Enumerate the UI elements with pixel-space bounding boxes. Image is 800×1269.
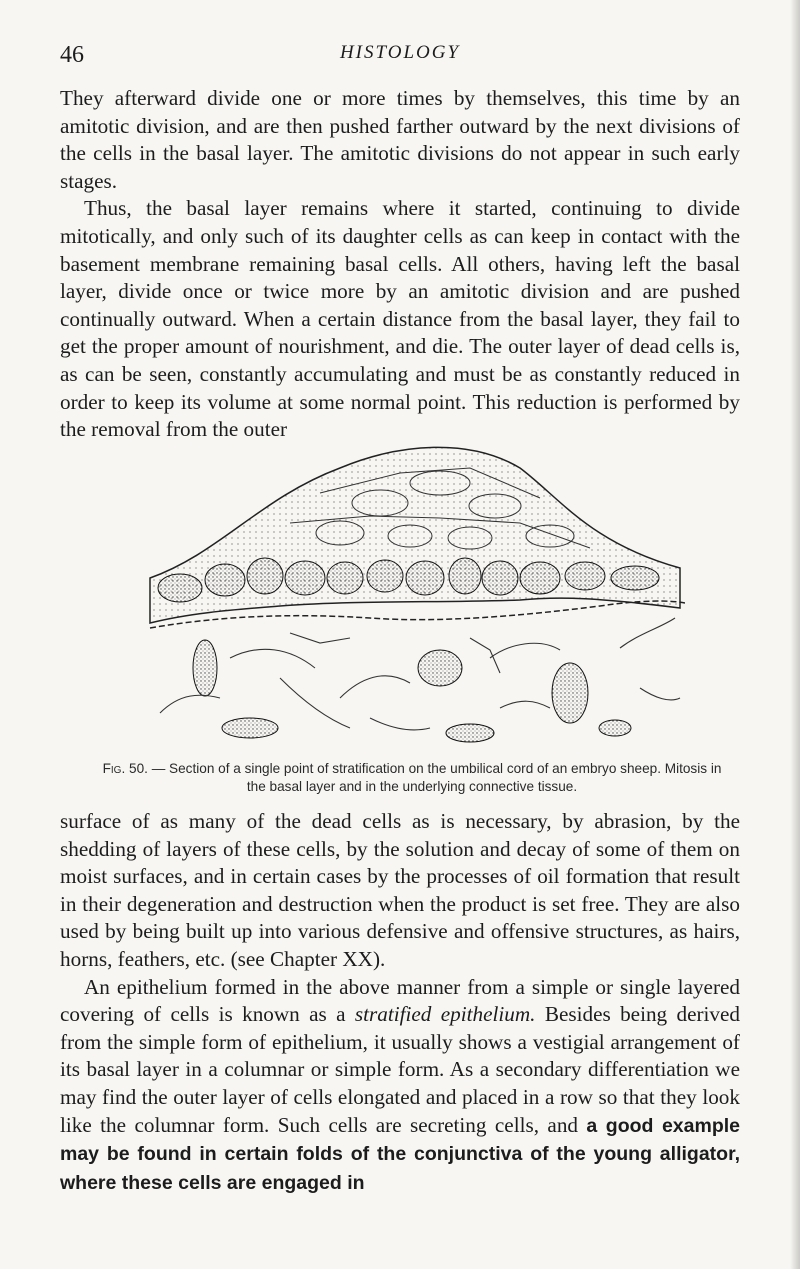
figure-caption — [92, 760, 732, 796]
paragraph-text: Besides being derived from the simple form of epithelium, it usually shows a vestigial arrangement of its basal layer in a columnar or simple form. As a secondary differentiation we may find the outer layer of cells elongated and placed in a row so that they look like the columnar form. Such cells are secreting cells, and — [60, 1002, 741, 1137]
paragraph: Thus, the basal layer remains where it started, continuing to divide mitotically, and only such of its daughter cells as can keep in contact with the basement membrane remaining basal cells. All others, having left the basal layer, divide once or twice more by an amitotic division and are pushed continually outward. When a certain distance from the basal layer, they fail to get the proper amount of nourishment, and die. The outer layer of dead cells is, as can be seen, constantly accumulating and must be as constantly reduced in order to keep its volume at some normal point. This reduction is performed by the removal from the outer — [60, 196, 740, 442]
paragraph: They afterward divide one or more times by themselves, this time by an amitotic division, and are then pushed farther outward by the next divisions of the cells in the basal layer. The amitotic divisions do not appear in such early stages. — [60, 86, 740, 193]
body-text-top — [60, 85, 740, 444]
body-text-bottom — [60, 808, 740, 1197]
page-edge-shadow — [790, 0, 800, 1269]
paragraph — [60, 974, 740, 1198]
page-number: 46 — [60, 42, 84, 68]
term-italic: stratified epithelium. — [354, 1002, 536, 1027]
running-head: HISTOLOGY — [339, 42, 461, 63]
histology-figure-illustration — [140, 428, 685, 763]
paragraph-text: An epithelium formed in the above manner from a simple or single layered covering of cells is known as a — [60, 974, 740, 1027]
figure-caption-text: — Section of a single point of stratification on the umbilical cord of an embryo sheep. Mitosis in the basal layer and in the underlying connective tissue. — [151, 761, 722, 794]
paragraph-text-bold: a good example may be found in certain folds of the conjunctiva of the young alligator, where these cells are engaged in — [60, 1114, 741, 1194]
page-header — [60, 42, 740, 78]
figure-label: Fig. 50. — [102, 761, 148, 776]
paragraph: surface of as many of the dead cells as is necessary, by abrasion, by the shedding of layers of these cells, by the solution and decay of some of them on moist surfaces, and in certain cases by the processes of oil formation that result in their degeneration and destruction when the product is set free. They are also used by being built up into various defensive and offensive structures, as hairs, horns, feathers, etc. (see Chapter XX). — [60, 809, 740, 971]
